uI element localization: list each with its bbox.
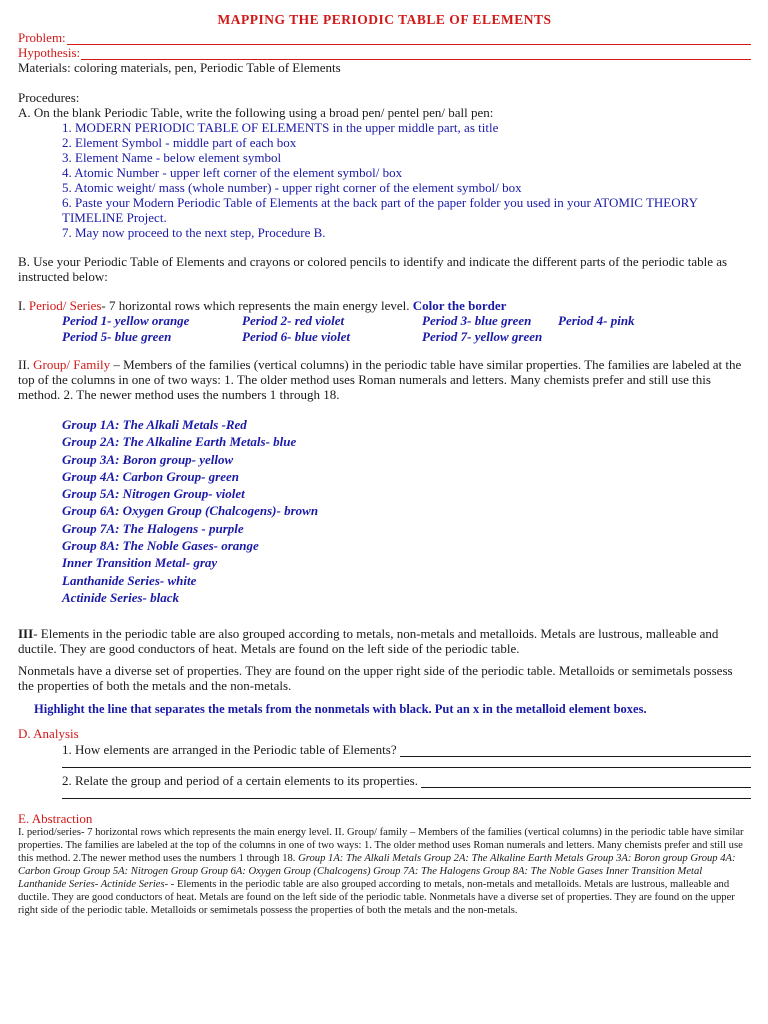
problem-label: Problem:	[18, 30, 66, 45]
group-item: Actinide Series- black	[62, 589, 179, 605]
page-title: MAPPING THE PERIODIC TABLE OF ELEMENTS	[217, 12, 552, 27]
color-border-note: Color the border	[412, 298, 507, 313]
highlight-instruction: Highlight the line that separates the metals from the nonmetals with black. Put an x in the metalloid element boxes.	[34, 702, 647, 717]
procedure-step: 2. Element Symbol - middle part of each box	[62, 135, 297, 150]
procedure-a-intro: A. On the blank Periodic Table, write the following using a broad pen/ pentel pen/ ball pen:	[18, 105, 494, 120]
group-item: Group 1A: The Alkali Metals -Red	[62, 417, 247, 432]
procedure-a-steps	[18, 120, 751, 240]
hypothesis-answer-line[interactable]	[81, 48, 751, 60]
answer-line[interactable]	[421, 776, 751, 788]
period-paragraph	[18, 298, 751, 313]
metals-text: - Elements in the periodic table are also grouped according to metals, non-metals and metalloids. Metals are lustrous, malleable and ductile. They are good conductors of heat. Metals are found on the left side of the periodic table.	[18, 626, 719, 657]
period-text: - 7 horizontal rows which represents the main energy level.	[101, 298, 410, 313]
question-text: 2. Relate the group and period of a certain elements to its properties.	[62, 773, 418, 789]
metals-paragraph	[18, 626, 751, 656]
group-color-list	[18, 416, 751, 606]
group-item: Group 7A: The Halogens - purple	[62, 520, 244, 536]
group-paragraph	[18, 357, 751, 402]
abstraction-heading: E. Abstraction	[18, 811, 93, 827]
period-prefix: I.	[18, 298, 29, 313]
period-item: Period 4- pink	[558, 313, 635, 328]
procedure-step: 6. Paste your Modern Periodic Table of Elements at the back part of the paper folder you used in your ATOMIC THEORY TIMELINE Project.	[62, 195, 698, 225]
procedures-heading: Procedures:	[18, 90, 80, 105]
period-item: Period 5- blue green	[62, 329, 172, 344]
group-item: Group 8A: The Noble Gases- orange	[62, 538, 259, 554]
hypothesis-label: Hypothesis:	[18, 45, 81, 60]
group-item: Group 5A: Nitrogen Group- violet	[62, 486, 245, 502]
period-item: Period 1- yellow orange	[62, 313, 190, 328]
group-item: Lanthanide Series- white	[62, 572, 197, 588]
analysis-question-1[interactable]	[18, 741, 751, 757]
period-item: Period 3- blue green	[422, 313, 532, 328]
period-color-list	[18, 313, 751, 345]
materials-text: Materials: coloring materials, pen, Periodic Table of Elements	[18, 60, 341, 75]
period-item: Period 6- blue violet	[242, 329, 350, 344]
answer-line[interactable]	[62, 757, 751, 768]
procedure-step: 3. Element Name - below element symbol	[62, 150, 282, 165]
problem-field[interactable]	[18, 30, 751, 45]
problem-answer-line[interactable]	[67, 33, 751, 45]
group-prefix: II.	[18, 357, 34, 372]
period-label: Period/ Series	[28, 298, 102, 313]
answer-line[interactable]	[400, 745, 751, 757]
group-label: Group/ Family	[33, 357, 111, 372]
procedure-b-text: B. Use your Periodic Table of Elements and crayons or colored pencils to identify and indicate the different parts of the periodic table as instructed below:	[18, 254, 728, 284]
question-text: 1. How elements are arranged in the Periodic table of Elements?	[62, 742, 397, 758]
procedure-step: 4. Atomic Number - upper left corner of the element symbol/ box	[62, 165, 403, 180]
analysis-heading: D. Analysis	[18, 726, 79, 742]
group-text: – Members of the families (vertical columns) in the periodic table have similar properties. The families are labeled at the top of the columns in one of two ways: 1. The older method uses Roman numerals and letters. Many chemists prefer and still use this method. 2. The newer method uses the numbers 1 through 18.	[18, 357, 742, 402]
metals-prefix: III	[18, 626, 34, 642]
group-item: Group 2A: The Alkaline Earth Metals- blue	[62, 434, 297, 450]
period-item: Period 7- yellow green	[422, 329, 543, 344]
abstraction-part-2: Group 1A: The Alkali Metals Group 2A: The Alkaline Earth Metals Group 3A: Boron group Group 4A: Carbon Group Group 5A: Nitrogen Group Group 6A: Oxygen Group (Chalcogens) Group 7A: The Halogens Group 8A: The Noble Gases Inner Transition Metal Lanthanide Series- Actinide Series-	[18, 853, 736, 891]
abstraction-part-1: I. period/series- 7 horizontal rows which represents the main energy level. II. Group/ family – Members of the families (vertical columns) in the periodic table have similar properties. The families are labeled at the top of the columns in one of two ways: 1. The older method uses Roman numerals and letters. Many chemists prefer and still use this method. 2.The newer method uses the numbers 1 through 18.	[18, 827, 744, 865]
procedure-step: 5. Atomic weight/ mass (whole number) - upper right corner of the element symbol/ box	[62, 180, 522, 195]
analysis-question-2[interactable]	[18, 772, 751, 788]
procedure-step: 7. May now proceed to the next step, Procedure B.	[62, 225, 326, 240]
worksheet-page	[18, 12, 751, 917]
group-item: Inner Transition Metal- gray	[62, 555, 218, 571]
abstraction-text	[18, 826, 751, 917]
hypothesis-field[interactable]	[18, 45, 751, 60]
nonmetals-paragraph: Nonmetals have a diverse set of properties. They are found on the upper right side of the periodic table. Metalloids or semimetals possess the properties of both the metals and the non-metals.	[18, 663, 733, 694]
group-item: Group 4A: Carbon Group- green	[62, 468, 239, 484]
abstraction-part-3: - Elements in the periodic table are also grouped according to metals, non-metals and metalloids. Metals are lustrous, malleable and ductile. They are good conductors of heat. Metals are found on the left side of the periodic table. Nonmetals have a diverse set of properties. They are found on the upper right side of the periodic table. Metalloids or semimetals possess the properties of both the metals and the non-metals.	[18, 879, 735, 917]
group-item: Group 3A: Boron group- yellow	[62, 451, 234, 467]
group-item: Group 6A: Oxygen Group (Chalcogens)- brown	[62, 503, 319, 519]
period-item: Period 2- red violet	[242, 313, 345, 328]
procedure-step: 1. MODERN PERIODIC TABLE OF ELEMENTS in the upper middle part, as title	[62, 120, 499, 135]
answer-line[interactable]	[62, 788, 751, 799]
